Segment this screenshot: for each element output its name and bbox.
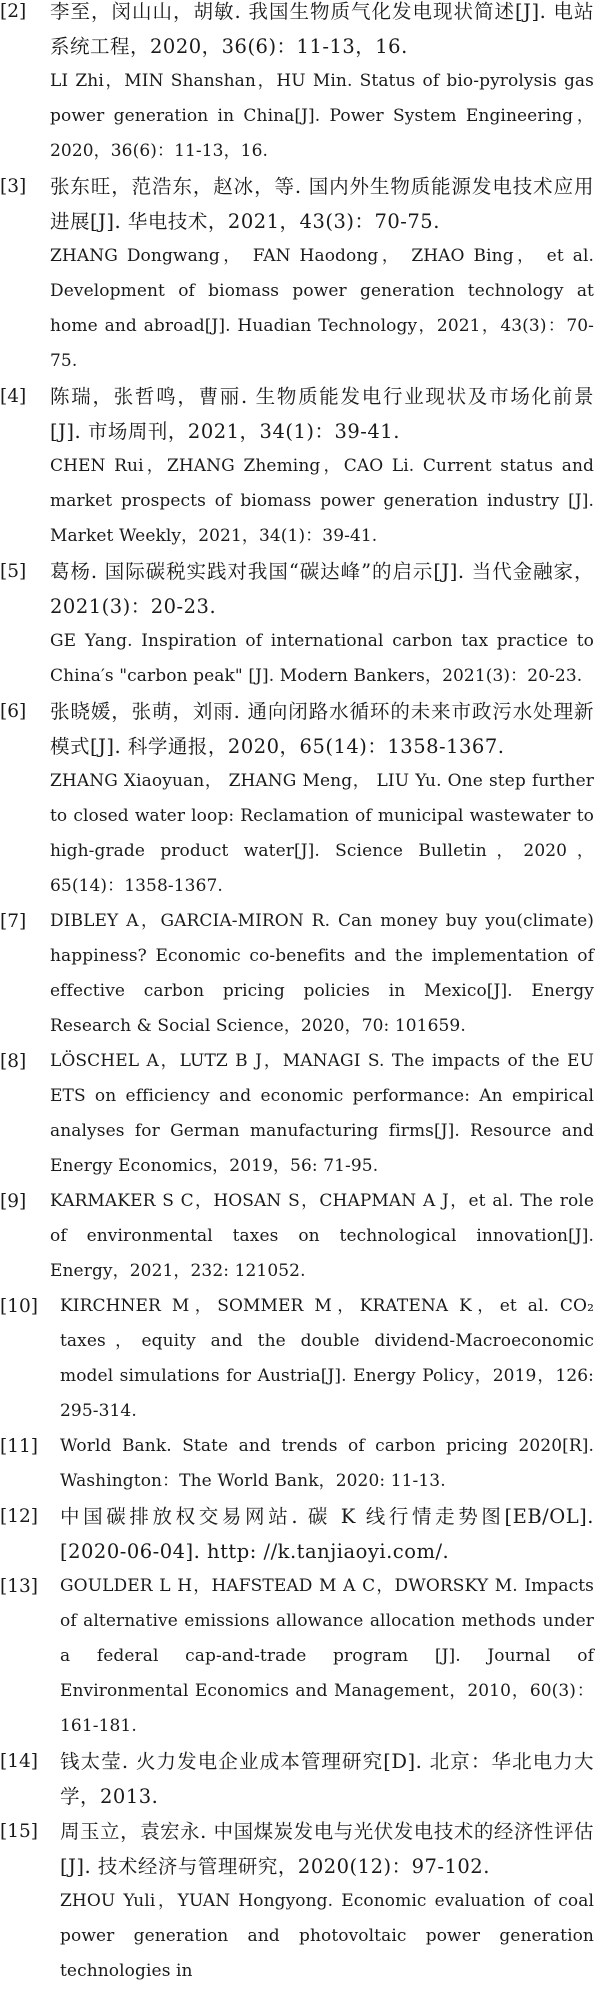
reference-text-english: GOULDER L H，HAFSTEAD M A C，DWORSKY M. Impacts of alternative emissions allowance allocation methods under a federal cap-and-trade program [J]. Journal of Environmental Economics and Management，2010，60(3)：161-181.: [60, 1576, 594, 1736]
reference-number: [15]: [0, 1821, 38, 1842]
reference-text-english: DIBLEY A，GARCIA-MIRON R. Can money buy you(climate) happiness? Economic co-benefits and the implementation of effective carbon pricing policies in Mexico[J]. Energy Research & Social Science，2020，70: 101659.: [50, 911, 594, 1036]
reference-number: [8]: [0, 1051, 27, 1072]
reference-number: [3]: [0, 176, 27, 197]
reference-text-english: ZHANG Xiaoyuan， ZHANG Meng， LIU Yu. One step further to closed water loop: Reclamation of municipal wastewater to high-grade product water[J]. Science Bulletin，2020，65(14)：1358-1367.: [50, 771, 594, 896]
reference-text-chinese: 中国碳排放权交易网站. 碳 K 线行情走势图[EB/OL]. [2020-06-04]. http: //k.tanjiaoyi.com/.: [60, 1505, 594, 1563]
reference-text-english: World Bank. State and trends of carbon pricing 2020[R]. Washington：The World Bank，2020: 11-13.: [60, 1436, 594, 1491]
reference-item: [0, 554, 600, 694]
reference-item: [0, 1184, 600, 1289]
reference-item: [0, 0, 600, 169]
reference-text-english: GE Yang. Inspiration of international carbon tax practice to China′s "carbon peak" [J]. Modern Bankers，2021(3)：20-23.: [50, 631, 594, 686]
reference-item: [0, 1569, 600, 1744]
reference-text-chinese: 周玉立，袁宏永. 中国煤炭发电与光伏发电技术的经济性评估[J]. 技术经济与管理研究，2020(12)：97-102.: [60, 1820, 594, 1878]
reference-number: [10]: [0, 1296, 38, 1317]
reference-number: [5]: [0, 561, 27, 582]
reference-item: [0, 379, 600, 554]
reference-text-english: CHEN Rui，ZHANG Zheming，CAO Li. Current status and market prospects of biomass power generation industry [J]. Market Weekly，2021，34(1)：39-41.: [50, 456, 594, 546]
reference-item: [0, 1814, 600, 1989]
reference-number: [13]: [0, 1576, 38, 1597]
reference-number: [9]: [0, 1191, 27, 1212]
reference-number: [14]: [0, 1751, 38, 1772]
reference-number: [2]: [0, 1, 27, 22]
reference-number: [7]: [0, 911, 27, 932]
reference-text-chinese: 钱太莹. 火力发电企业成本管理研究[D]. 北京：华北电力大学，2013.: [60, 1750, 594, 1808]
reference-item: [0, 694, 600, 904]
reference-item: [0, 1429, 600, 1499]
reference-text-english: KARMAKER S C，HOSAN S，CHAPMAN A J，et al. The role of environmental taxes on technological innovation[J]. Energy，2021，232: 121052.: [50, 1191, 594, 1281]
reference-text-chinese: 葛杨. 国际碳税实践对我国“碳达峰”的启示[J]. 当代金融家，2021(3)：20-23.: [50, 560, 594, 618]
reference-text-english: ZHOU Yuli，YUAN Hongyong. Economic evaluation of coal power generation and photovoltaic power generation technologies in: [60, 1891, 594, 1981]
reference-item: [0, 904, 600, 1044]
reference-item: [0, 169, 600, 379]
reference-number: [11]: [0, 1436, 38, 1457]
reference-number: [12]: [0, 1506, 38, 1527]
reference-text-english: KIRCHNER M，SOMMER M，KRATENA K，et al. CO₂ taxes，equity and the double dividend-Macroeconomic model simulations for Austria[J]. Energy Policy，2019，126: 295-314.: [60, 1296, 594, 1421]
reference-item: [0, 1044, 600, 1184]
reference-number: [6]: [0, 701, 27, 722]
reference-item: [0, 1289, 600, 1429]
reference-text-english: ZHANG Dongwang， FAN Haodong， ZHAO Bing， et al. Development of biomass power generation technology at home and abroad[J]. Huadian Technology，2021，43(3)：70-75.: [50, 246, 594, 371]
reference-text-chinese: 张东旺，范浩东，赵冰，等. 国内外生物质能源发电技术应用进展[J]. 华电技术，2021，43(3)：70-75.: [50, 175, 594, 233]
reference-item: [0, 1744, 600, 1814]
reference-text-english: LI Zhi，MIN Shanshan，HU Min. Status of bio-pyrolysis gas power generation in China[J]. Power System Engineering，2020，36(6)：11-13，16.: [50, 71, 594, 161]
reference-text-chinese: 李至，闵山山，胡敏. 我国生物质气化发电现状简述[J]. 电站系统工程，2020，36(6)：11-13，16.: [50, 0, 594, 58]
reference-number: [4]: [0, 386, 27, 407]
reference-item: [0, 1499, 600, 1569]
reference-text-chinese: 张晓媛，张萌，刘雨. 通向闭路水循环的未来市政污水处理新模式[J]. 科学通报，2020，65(14)：1358-1367.: [50, 700, 594, 758]
reference-text-english: LÖSCHEL A，LUTZ B J，MANAGI S. The impacts of the EU ETS on efficiency and economic performance: An empirical analyses for German manufacturing firms[J]. Resource and Energy Economics，2019，56: 71-95.: [50, 1051, 594, 1176]
reference-text-chinese: 陈瑞，张哲鸣，曹丽. 生物质能发电行业现状及市场化前景[J]. 市场周刊，2021，34(1)：39-41.: [50, 385, 594, 443]
